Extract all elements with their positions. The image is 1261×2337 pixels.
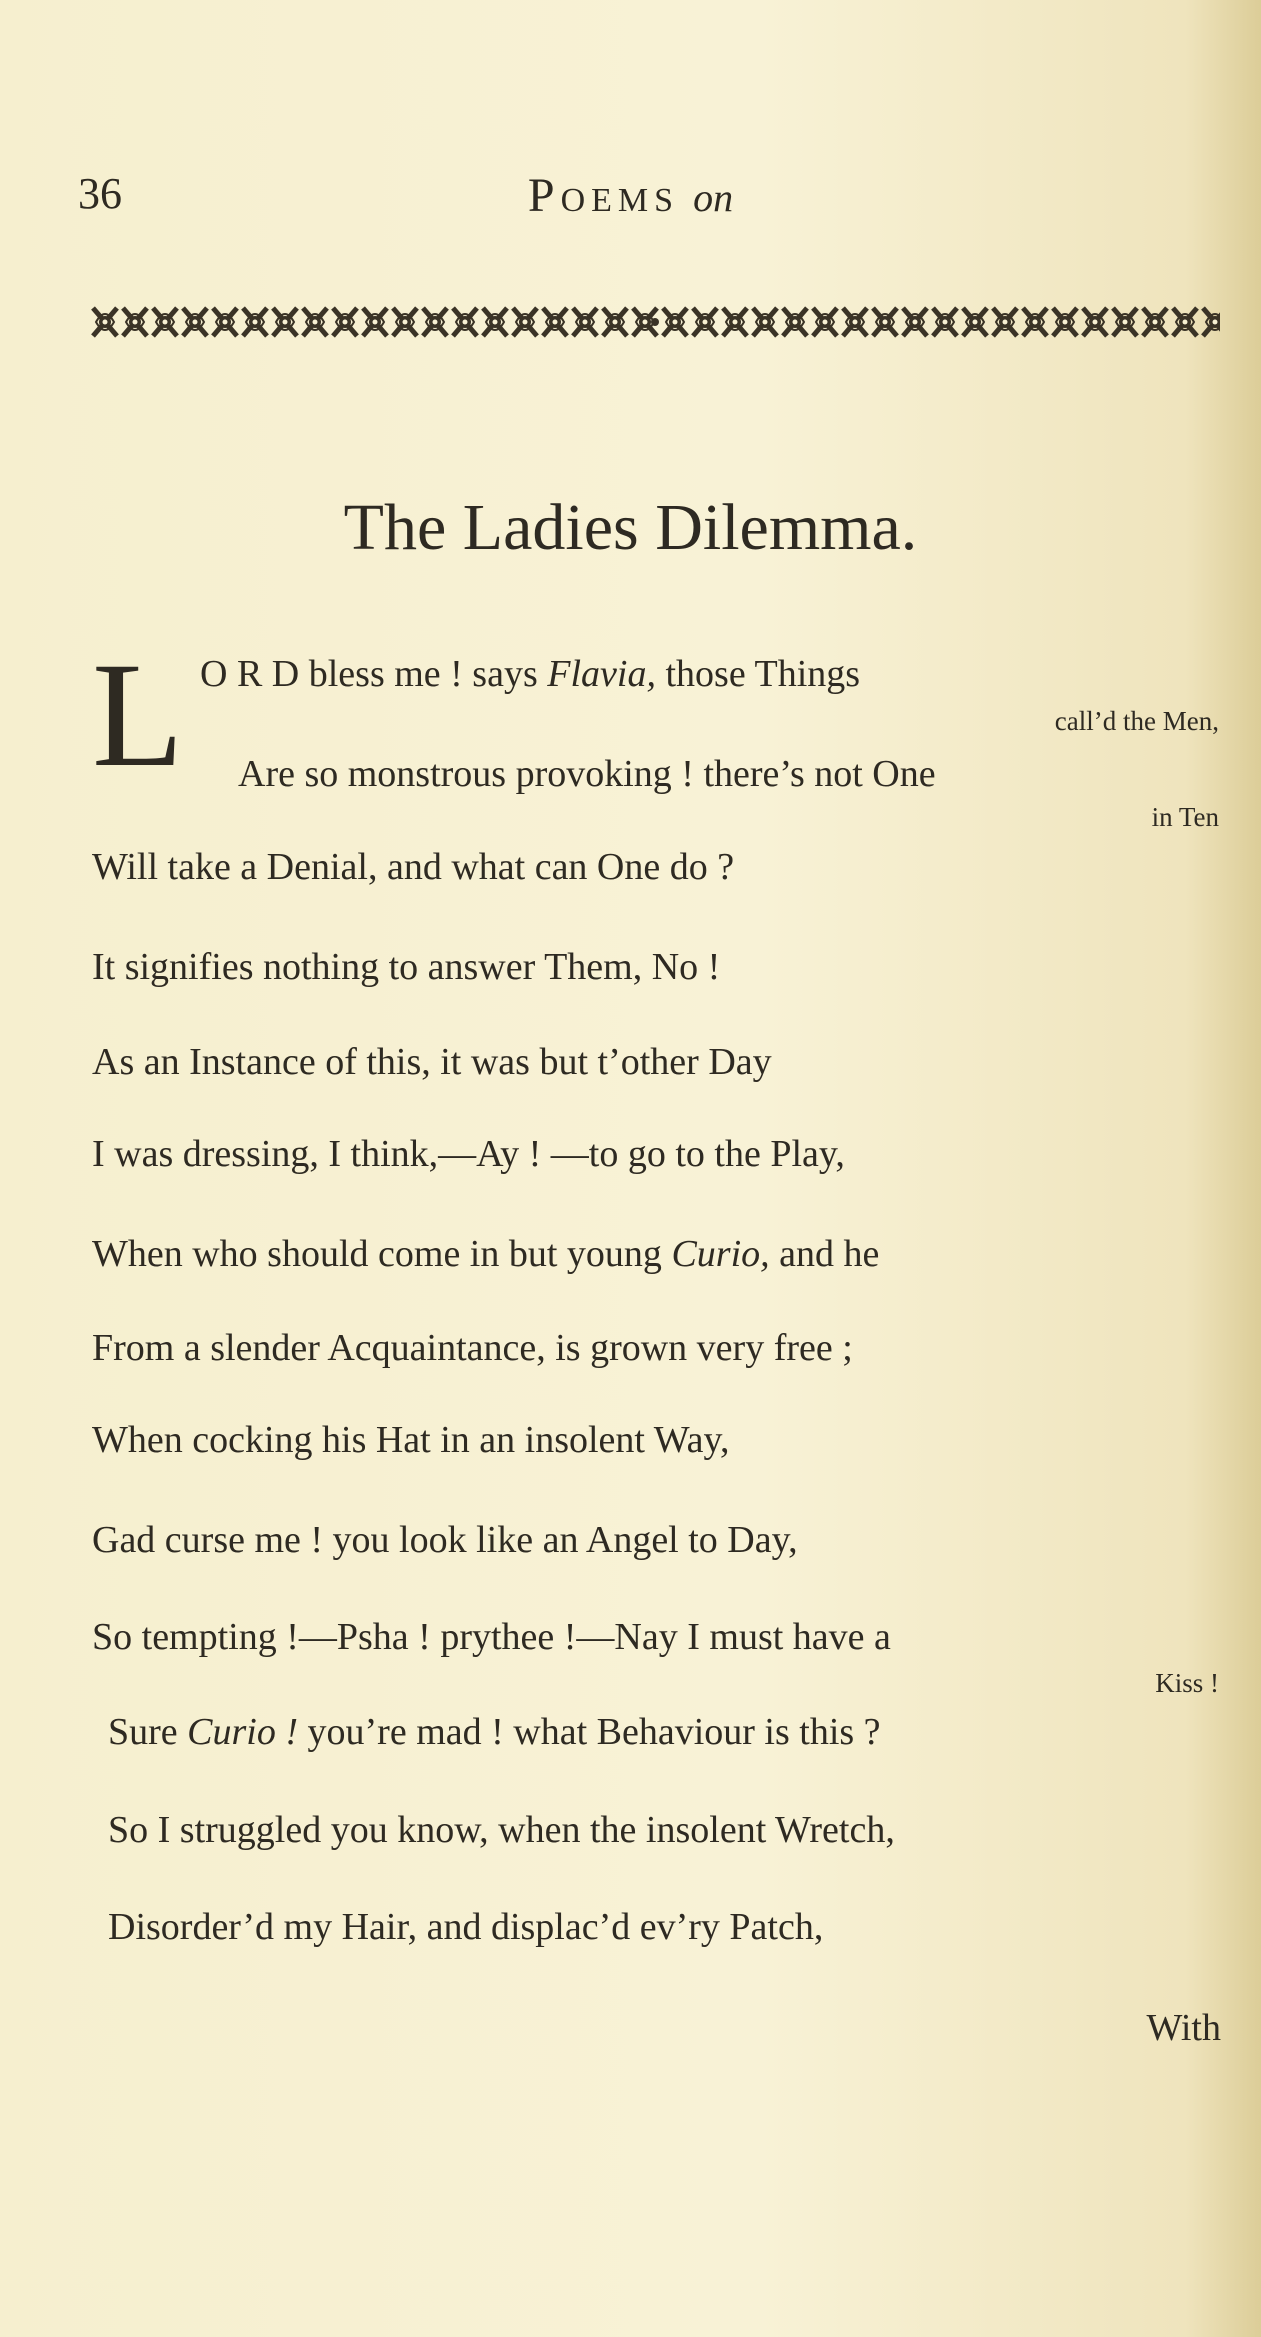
poem-line-2: Are so monstrous provoking ! there’s not One [238, 753, 936, 795]
poem-line-10: Gad curse me ! you look like an Angel to Day, [92, 1519, 798, 1561]
poem-line-1: O R D bless me ! says Flavia, those Things [200, 653, 861, 695]
poem-line-12: Sure Curio ! you’re mad ! what Behaviour is this ? [108, 1711, 881, 1753]
poem-line-8: From a slender Acquaintance, is grown very free ; [92, 1327, 853, 1369]
page-number: 36 [78, 169, 122, 218]
poem-line-1-turnover: call’d the Men, [1054, 706, 1219, 736]
poem-line-9: When cocking his Hat in an insolent Way, [92, 1419, 730, 1461]
poem-line-6: I was dressing, I think,—Ay ! —to go to the Play, [92, 1133, 845, 1175]
poem-line-4: It signifies nothing to answer Them, No ! [92, 946, 721, 988]
drop-cap: L [92, 632, 184, 798]
poem-line-11: So tempting !—Psha ! prythee !—Nay I must have a [92, 1616, 891, 1658]
running-head [0, 168, 1261, 223]
running-title-caps: OEMS [560, 182, 680, 219]
poem-title: The Ladies Dilemma. [343, 491, 918, 564]
poem-line-2-turnover: in Ten [1151, 802, 1219, 832]
poem-line-14: Disorder’d my Hair, and displac’d ev’ry Patch, [108, 1906, 824, 1948]
poem-line-11-turnover: Kiss ! [1155, 1668, 1219, 1698]
poem-line-3: Will take a Denial, and what can One do ? [92, 846, 735, 888]
poem-line-7: When who should come in but young Curio, and he [92, 1233, 880, 1275]
running-title-initial: P [527, 169, 561, 222]
running-title-italic: on [693, 175, 734, 220]
catchword: With [1146, 2007, 1221, 2049]
poem-line-13: So I struggled you know, when the insolent Wretch, [108, 1809, 895, 1851]
poem-line-5: As an Instance of this, it was but t’other Day [92, 1041, 772, 1083]
ornamental-band-icon [90, 300, 1220, 344]
